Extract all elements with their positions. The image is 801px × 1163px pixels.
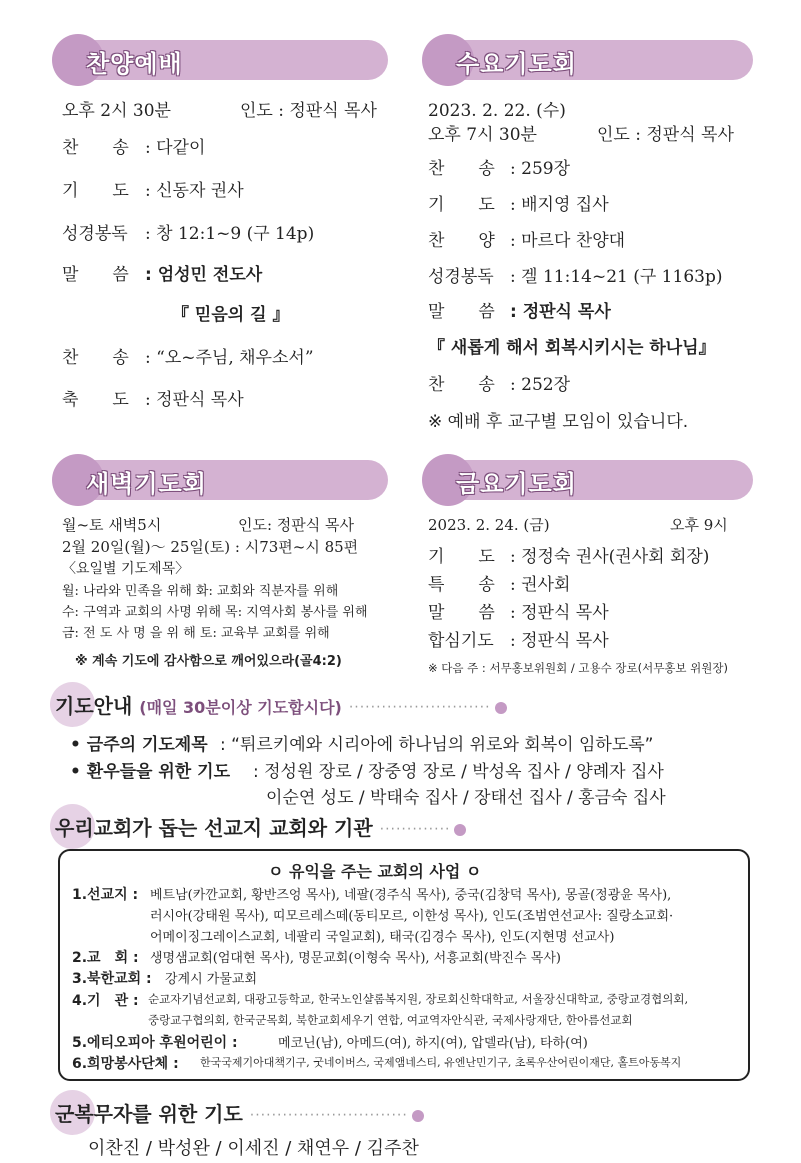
wednesday-row-k: 성경봉독 <box>428 267 494 287</box>
mission-line-k: 5.에티오피아 후원어린이 : <box>72 1035 238 1051</box>
mission-line-v: 순교자기념선교회, 대광고등학교, 한국노인샬롬복지원, 장로회신학대학교, 서울장신대학교, 중랑교경협의회, <box>148 992 689 1006</box>
wednesday-row-k: 말 씀 <box>428 302 495 322</box>
praise-row-v: : 창 12:1~9 (구 14p) <box>145 224 315 244</box>
mission-line-v: 베트남(카깐교회, 황반즈엉 목사), 네팔(경주식 목사), 중국(김창덕 목사), 몽골(정광윤 목사), <box>150 888 672 903</box>
wednesday-row-k: 찬 양 <box>428 231 495 251</box>
friday-row-k: 특 송 <box>428 575 495 595</box>
dawn-item: 금: 전 도 사 명 을 위 해 토: 교육부 교회를 위해 <box>62 626 330 641</box>
friday-next: ※ 다음 주 : 서무홍보위원회 / 고용수 장로(서무홍보 위원장) <box>428 661 728 675</box>
praise-sermon-title: 『 믿음의 길 』 <box>172 305 290 325</box>
praise-preacher: : 엄성민 전도사 <box>145 265 263 285</box>
friday-row-k: 말 씀 <box>428 603 495 623</box>
friday-title: 금요기도회 <box>456 470 577 498</box>
wednesday-title: 수요기도회 <box>456 50 577 78</box>
praise-row-k: 말 씀 <box>62 265 129 285</box>
mission-line-v: 중랑교구협의회, 한국군목회, 북한교회세우기 연합, 여교역자안식관, 국제사랑재단, 한아름선교회 <box>148 1013 633 1027</box>
praise-time: 오후 2시 30분 <box>62 101 171 121</box>
mission-line-v: 강계시 가물교회 <box>165 972 258 987</box>
praise-row-k: 기 도 <box>62 181 129 201</box>
friday-row-v: : 정판식 목사 <box>510 631 609 651</box>
prayer-guide-subtitle: (매일 30분이상 기도합시다) <box>139 698 342 717</box>
wednesday-row-v: : 마르다 찬양대 <box>510 231 626 251</box>
dawn-title: 새벽기도회 <box>86 470 207 498</box>
praise-row-k: 성경봉독 <box>62 224 128 244</box>
prayer-guide-title: 기도안내 <box>55 694 133 718</box>
mission-line-v: 러시아(강태원 목사), 띠모르레스떼(동티모르, 이한성 목사), 인도(조범연선교사: 질랑소교회· <box>150 909 674 924</box>
praise-row-v: : 다같이 <box>145 138 206 158</box>
friday-row-k: 기 도 <box>428 547 495 567</box>
dawn-item: 수: 구역과 교회의 사명 위해 목: 지역사회 봉사를 위해 <box>62 605 368 620</box>
patients-list-2: 이순연 성도 / 박태숙 집사 / 장태선 집사 / 홍금숙 집사 <box>266 788 666 808</box>
dawn-leader: 인도: 정판식 목사 <box>238 516 355 534</box>
praise-row-v: : 정판식 목사 <box>145 390 244 410</box>
wednesday-date: 2023. 2. 22. (수) <box>428 101 566 121</box>
wednesday-header <box>428 40 753 80</box>
military-names: 이찬진 / 박성완 / 이세진 / 채연우 / 김주찬 <box>88 1138 419 1159</box>
dawn-range: 2월 20일(월)～ 25일(토) : 시73편~시 85편 <box>62 538 359 556</box>
praise-leader: 인도 : 정판식 목사 <box>240 101 377 121</box>
mission-line-v: 한국국제기아대책기구, 굿네이버스, 국제앰네스티, 유엔난민기구, 초록우산어린이재단, 홀트아동복지 <box>200 1056 682 1069</box>
prayer-guide-header: 기도안내 (매일 30분이상 기도합시다) ·························· <box>55 690 507 719</box>
mission-line-k: 6.희망봉사단체 : <box>72 1056 179 1072</box>
military-title: 군복무자를 위한 기도 <box>55 1102 243 1126</box>
mission-line-v: 메코닌(남), 아메드(여), 하지(여), 압델라(남), 타하(여) <box>278 1036 588 1051</box>
wednesday-row-k: 찬 송 <box>428 159 495 179</box>
friday-row-v: : 정판식 목사 <box>510 603 609 623</box>
wednesday-row-v: : 겔 11:14~21 (구 1163p) <box>510 267 723 287</box>
friday-time: 오후 9시 <box>670 516 728 534</box>
missions-box <box>58 849 750 1081</box>
friday-row-v: : 정정숙 권사(권사회 회장) <box>510 547 710 567</box>
mission-line-v: 생명샘교회(엄대현 목사), 명문교회(이형숙 목사), 서흥교회(박진수 목사) <box>150 951 561 966</box>
military-header: 군복무자를 위한 기도 ····························· <box>55 1098 424 1127</box>
mission-line-k: 3.북한교회 : <box>72 971 152 987</box>
praise-row-v: : “오~주님, 채우소서” <box>145 348 314 368</box>
wednesday-row-v: : 259장 <box>510 159 571 179</box>
patients-label: • 환우들을 위한 기도 <box>70 762 230 782</box>
weekly-topic: : “튀르키예와 시리아에 하나님의 위로와 회복이 임하도록” <box>220 735 654 755</box>
mission-line-k: 1.선교지 : <box>72 887 139 903</box>
missions-box-title: ㅇ 유익을 주는 교회의 사업 ㅇ <box>268 862 482 881</box>
wednesday-preacher: : 정판식 목사 <box>510 302 611 322</box>
friday-header <box>428 460 753 500</box>
wednesday-time: 오후 7시 30분 <box>428 125 537 145</box>
missions-title: 우리교회가 돕는 선교지 교회와 기관 <box>55 816 373 840</box>
praise-row-k: 찬 송 <box>62 138 129 158</box>
mission-line-v: 어메이징그레이스교회, 네팔리 국일교회), 태국(김경수 목사), 인도(지현명 선교사) <box>150 930 615 945</box>
mission-line-k: 4.기 관 : <box>72 993 139 1009</box>
praise-row-v: : 신동자 권사 <box>145 181 244 201</box>
friday-row-v: : 권사회 <box>510 575 571 595</box>
dawn-subtitle: 〈요일별 기도제목〉 <box>62 561 190 577</box>
wednesday-hymn2-k: 찬 송 <box>428 375 495 395</box>
missions-header: 우리교회가 돕는 선교지 교회와 기관 ············· <box>55 812 466 841</box>
praise-row-k: 축 도 <box>62 390 129 410</box>
weekly-topic-label: • 금주의 기도제목 <box>70 735 208 755</box>
dawn-item: 월: 나라와 민족을 위해 화: 교회와 직분자를 위해 <box>62 584 339 599</box>
friday-date: 2023. 2. 24. (금) <box>428 516 550 534</box>
patients-list-1: : 정성원 장로 / 장중영 장로 / 박성옥 집사 / 양례자 집사 <box>253 762 664 782</box>
friday-row-k: 합심기도 <box>428 631 494 651</box>
wednesday-row-v: : 배지영 집사 <box>510 195 609 215</box>
praise-row-k: 찬 송 <box>62 348 129 368</box>
wednesday-notice: ※ 예배 후 교구별 모임이 있습니다. <box>428 412 689 432</box>
dawn-verse: ※ 계속 기도에 감사함으로 깨어있으라(골4:2) <box>75 654 342 669</box>
wednesday-hymn2-v: : 252장 <box>510 375 571 395</box>
praise-header <box>58 40 388 80</box>
wednesday-leader: 인도 : 정판식 목사 <box>597 125 734 145</box>
praise-title: 찬양예배 <box>86 50 183 78</box>
wednesday-sermon-title: 『 새롭게 해서 회복시키시는 하나님』 <box>428 338 716 358</box>
wednesday-row-k: 기 도 <box>428 195 495 215</box>
dawn-schedule: 월~토 새벽5시 <box>62 516 162 534</box>
mission-line-k: 2.교 회 : <box>72 950 139 966</box>
dawn-header <box>58 460 388 500</box>
